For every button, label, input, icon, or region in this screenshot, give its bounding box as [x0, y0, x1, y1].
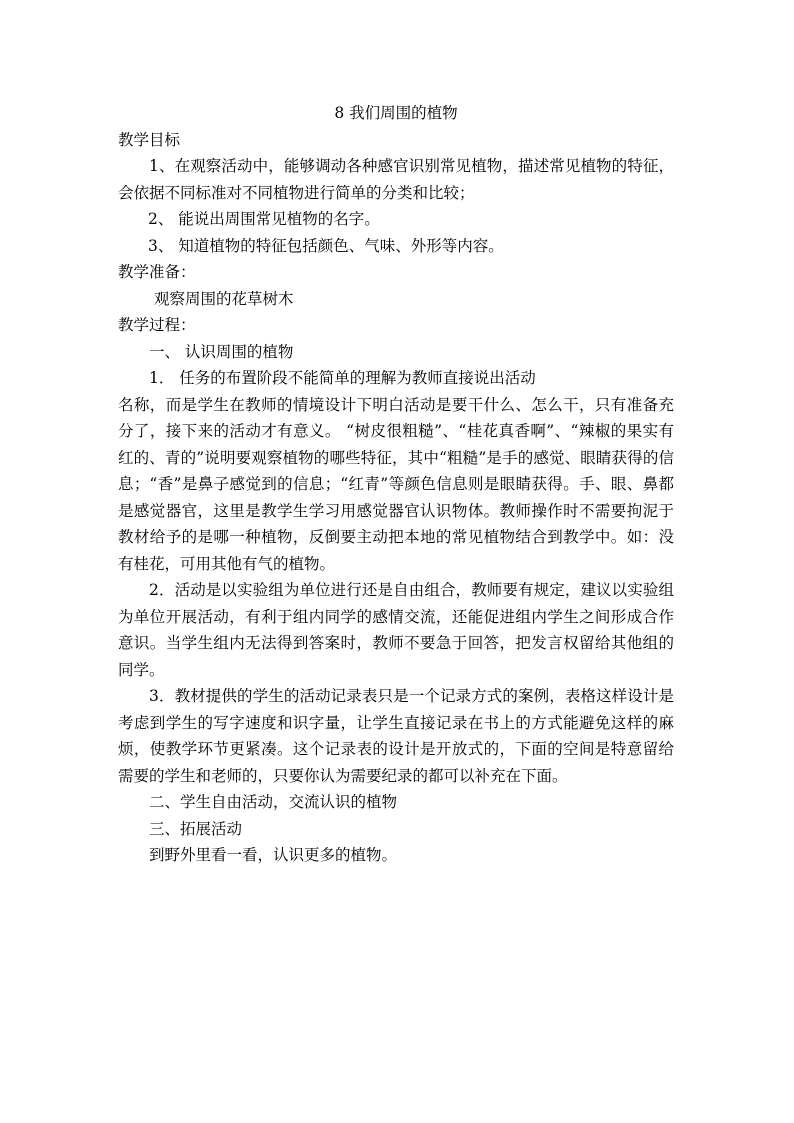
prep-heading: 教学准备： [118, 263, 196, 281]
item1-lead: 1． 任务的布置阶段不能简单的理解为教师直接说出活动 [149, 369, 536, 387]
process-heading: 教学过程： [118, 316, 196, 334]
goals-heading: 教学目标 [118, 130, 181, 149]
page-title: 8 我们周围的植物 [334, 104, 458, 122]
part2-heading: 二、学生自由活动，交流认识的植物 [149, 793, 398, 811]
goal-item-2: 2、 能说出周围常见植物的名字。 [148, 210, 380, 228]
goal-item-1: 1、在观察活动中，能够调动各种感官识别常见植物，描述常见植物的特征，会依据不同标准对不同植物进行简单的分类和比较； [118, 157, 674, 202]
part3-text: 到野外里看一看，认识更多的植物。 [149, 846, 398, 864]
document-body [118, 100, 674, 869]
part1-heading: 一、 认识周围的植物 [149, 342, 294, 361]
item1-body: 名称，而是学生在教师的情境设计下明白活动是要干什么、怎么干，只有准备充分了，接下来的活动才有意义。 “树皮很粗糙”、“桂花真香啊”、“辣椒的果实有红的、青的”说明要观察植物的哪些特征，其中“粗糙”是手的感觉、眼睛获得的信息；“香”是鼻子感觉到的信息；“红青”等颜色信息则是眼睛获得。手、眼、鼻都是感觉器官，这里是教学生学习用感觉器官认识物体。教师操作时不需要拘泥于教材给予的是哪一种植物，反倒要主动把本地的常见植物结合到教学中。如：没有桂花，可用其他有气的植物。 [118, 395, 674, 573]
goal-item-3: 3、 知道植物的特征包括颜色、气味、外形等内容。 [148, 236, 504, 255]
item2-paragraph: 2．活动是以实验组为单位进行还是自由组合，教师要有规定，建议以实验组为单位开展活动，有利于组内同学的感情交流，还能促进组内学生之间形成合作意识。当学生组内无法得到答案时，教师不要急于回答，把发言权留给其他组的同学。 [118, 581, 674, 679]
prep-text: 观察周围的花草树木 [154, 289, 294, 308]
part3-heading: 三、拓展活动 [149, 819, 243, 838]
item3-paragraph: 3．教材提供的学生的活动记录表只是一个记录方式的案例，表格这样设计是考虑到学生的写字速度和识字量，让学生直接记录在书上的方式能避免这样的麻烦，使教学环节更紧凑。这个记录表的设计是开放式的，下面的空间是特意留给需要的学生和老师的，只要你认为需要纪录的都可以补充在下面。 [118, 687, 674, 785]
